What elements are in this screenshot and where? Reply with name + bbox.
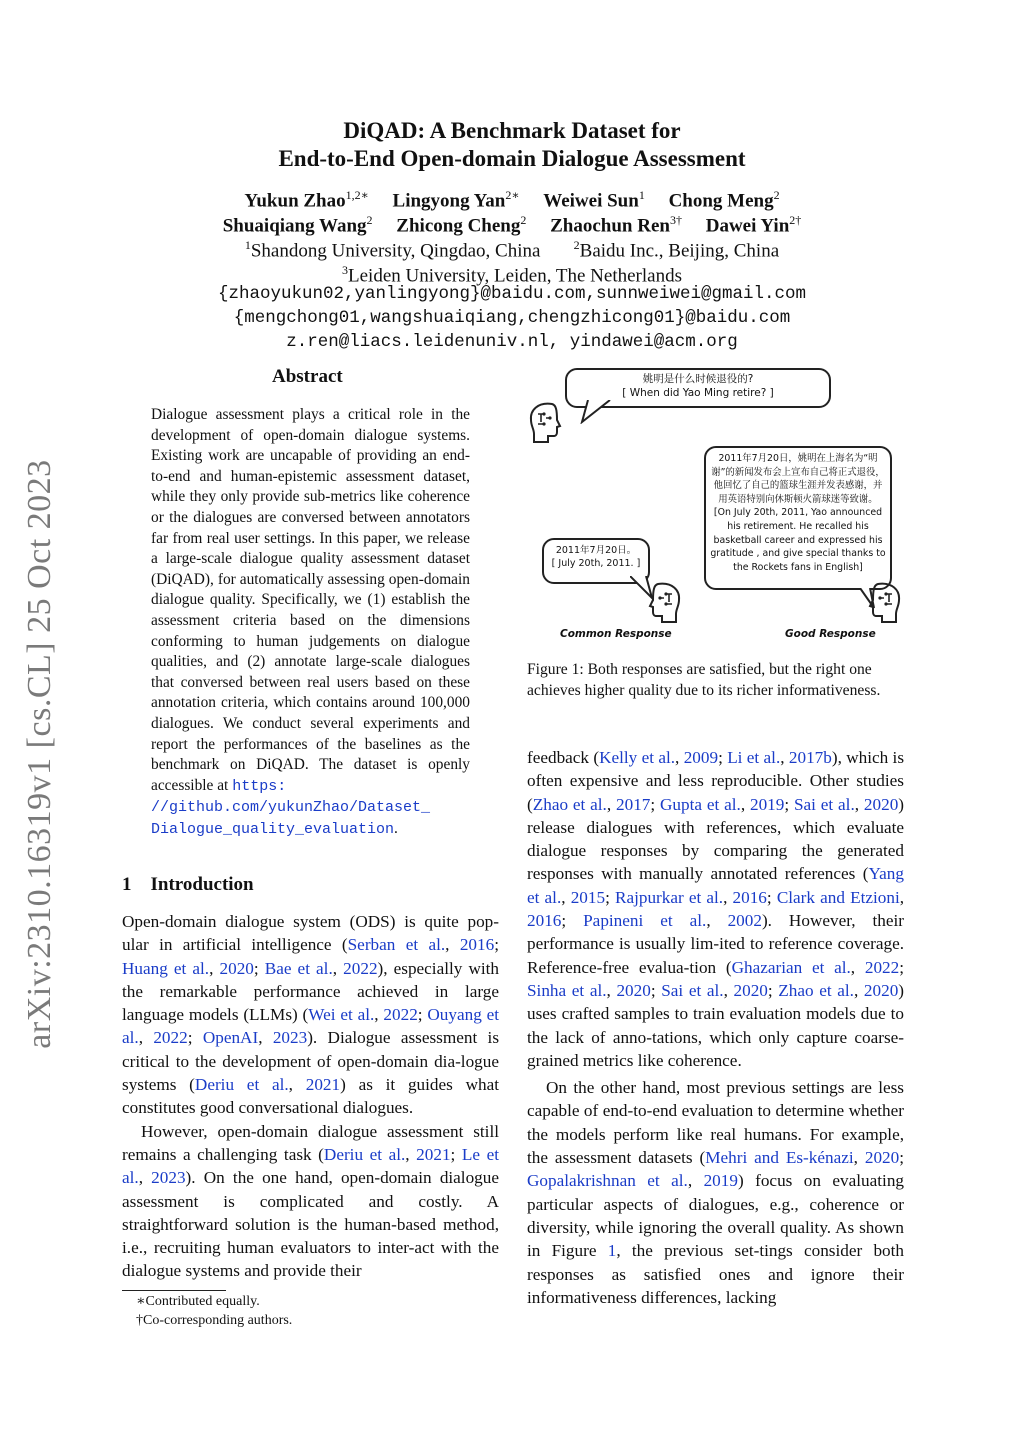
bot-head-icon-2 xyxy=(868,580,904,624)
section-number: 1 xyxy=(122,874,132,895)
dataset-link-2[interactable]: //github.com/yukunZhao/Dataset_ xyxy=(151,799,431,817)
author-name: Zhaochun Ren xyxy=(550,215,670,237)
abstract-text: Dialogue assessment plays a critical role in the development of open-domain dialogue systems. Existing work are uncapable of providing an end-to-end and human-epistemic assessment dataset, while they only provide sub-metrics like coherence or the dialogues are conversed between annotators far from real user settings. In this paper, we release a large-scale dialogue quality assessment dataset (DiQAD), for automatically assessing open-domain dialogue quality. Specifically, we (1) establish the assessment criteria based on the dimensions conforming to human judgements on dialogue qualities, and (2) annotate large-scale dialogues that conversed between real users based on these annotation criteria, which contains around 100,000 dialogues. We conduct several experiments and report the performances of the baselines as the benchmark on DiQAD. The dataset is openly accessible at xyxy=(151,406,470,794)
bot-head-icon xyxy=(648,580,684,624)
author-name: Lingyong Yan xyxy=(392,190,506,212)
aff-sup: 3 xyxy=(342,263,348,277)
good-zh: 2011年7月20日，姚明在上海名为“明谢”的新闻发布会上宣布自己将正式退役，他回忆了自己的篮球生涯并发表感谢，并用英语特别向休斯顿火箭球迷等致谢。 xyxy=(711,453,885,505)
author-name: Shuaiqiang Wang xyxy=(222,215,367,237)
user-head-icon xyxy=(526,400,562,444)
section-heading xyxy=(122,874,254,896)
abstract-body xyxy=(151,405,470,840)
aff-sup: 2 xyxy=(573,238,580,252)
paper-title-line2: End-to-End Open-domain Dialogue Assessment xyxy=(278,146,746,171)
intro-left-column xyxy=(122,910,499,1283)
email-line-3: z.ren@liacs.leidenuniv.nl, yindawei@acm.org xyxy=(286,332,738,352)
intro-right-column xyxy=(527,746,904,1309)
figure-caption: Figure 1: Both responses are satisfied, but the right one achieves higher quality due to its richer informativeness. xyxy=(527,661,881,699)
affiliation: Leiden University, Leiden, The Netherlands xyxy=(348,265,682,287)
footnote-2: †Co-corresponding authors. xyxy=(136,1313,293,1328)
figure-1 xyxy=(520,360,910,650)
question-bubble-tail xyxy=(580,400,620,424)
author-name: Weiwei Sun xyxy=(543,190,639,212)
abstract-heading: Abstract xyxy=(272,366,343,387)
common-zh: 2011年7月20日。 xyxy=(555,545,637,556)
abstract-end: . xyxy=(394,819,398,837)
question-zh: 姚明是什么时候退役的? xyxy=(642,373,754,385)
dataset-link-1[interactable]: https: xyxy=(232,777,287,795)
author-sup: 1,2∗ xyxy=(345,188,369,202)
author-sup: 1 xyxy=(638,188,645,202)
dataset-link-3[interactable]: Dialogue_quality_evaluation xyxy=(151,820,395,838)
author-sup: 2∗ xyxy=(505,188,520,202)
paper-title-line1: DiQAD: A Benchmark Dataset for xyxy=(343,118,681,143)
author-name: Chong Meng xyxy=(668,190,774,212)
author-name: Zhicong Cheng xyxy=(396,215,521,237)
affiliation: Shandong University, Qingdao, China xyxy=(250,240,541,262)
email-line-1: {zhaoyukun02,yanlingyong}@baidu.com,sunnweiwei@gmail.com xyxy=(217,284,807,304)
author-name: Dawei Yin xyxy=(705,215,790,237)
paragraph: On the other hand, most previous settings are less capable of end-to-end evaluation to determine whether the models perform like real humans. For example, the assessment datasets (Mehri and Es-kénazi, 2020; Gopalakrishnan et al., 2019) focus on evaluating particular aspects of dialogues, e.g., coherence or diversity, while ignoring the overall quality. As shown in Figure 1, the previous set-tings consider both responses as satisfied ones and ignore their informativeness differences, lacking xyxy=(527,1078,905,1307)
footnote-rule xyxy=(122,1290,226,1291)
paragraph: feedback (Kelly et al., 2009; Li et al., 2017b), which is often expensive and less reproducible. Other studies (Zhao et al., 2017; Gupta et al., 2019; Sai et al., 2020) release dialogues with references, which evaluate dialogue responses by comparing the generated responses with manually annotated references (Yang et al., 2015; Rajpurkar et al., 2016; Clark and Etzioni, 2016; Papineni et al., 2002). However, their performance is usually lim-ited to reference coverage. Reference-free evalua-tion (Ghazarian et al., 2022; Sinha et al., 2020; Sai et al., 2020; Zhao et al., 2020) uses crafted samples to train evaluation models due to the lack of anno-tations, which only capture coarse-grained metrics like coherence. xyxy=(527,748,905,1070)
author-sup: 2† xyxy=(789,213,802,227)
good-response-bubble xyxy=(704,446,892,590)
author-sup: 2 xyxy=(366,213,373,227)
arxiv-stamp: arXiv:2310.16319v1 [cs.CL] 25 Oct 2023 xyxy=(21,459,58,1049)
author-sup: 3† xyxy=(669,213,682,227)
question-en: [ When did Yao Ming retire? ] xyxy=(622,387,774,399)
email-line-2: {mengchong01,wangshuaiqiang,chengzhicong01}@baidu.com xyxy=(233,308,791,328)
aff-sup: 1 xyxy=(244,238,251,252)
affiliation: Baidu Inc., Beijing, China xyxy=(579,240,780,262)
section-title: Introduction xyxy=(150,874,254,895)
paragraph: However, open-domain dialogue assessment still remains a challenging task (Deriu et al., 2021; Le et al., 2023). On the one hand, open-domain dialogue assessment is complicated and costly. A straightforward solution is the human-based method, i.e., recruiting human evaluators to inter-act with the dialogue systems and provide their xyxy=(122,1121,499,1281)
good-en: [On July 20th, 2011, Yao announced his retirement. He recalled his basketball career and expressed his gratitude , and give special thanks to the Rockets fans in English] xyxy=(710,507,886,573)
common-en: [ July 20th, 2011. ] xyxy=(551,558,641,569)
label-common-response: Common Response xyxy=(560,628,672,640)
paragraph: Open-domain dialogue system (ODS) is quite pop-ular in artificial intelligence (Serban et al., 2016; Huang et al., 2020; Bae et al., 2022), especially with the remarkable performance achieved in large language models (LLMs) (Wei et al., 2022; Ouyang et al., 2022; OpenAI, 2023). Dialogue assessment is critical to the development of open-domain dia-logue systems (Deriu et al., 2021) as it guides what constitutes good conversational dialogues. xyxy=(122,912,500,1118)
author-sup: 2 xyxy=(773,188,780,202)
label-good-response: Good Response xyxy=(785,628,876,640)
author-sup: 2 xyxy=(520,213,527,227)
author-name: Yukun Zhao xyxy=(244,190,346,212)
footnote-1: ∗Contributed equally. xyxy=(136,1294,260,1309)
